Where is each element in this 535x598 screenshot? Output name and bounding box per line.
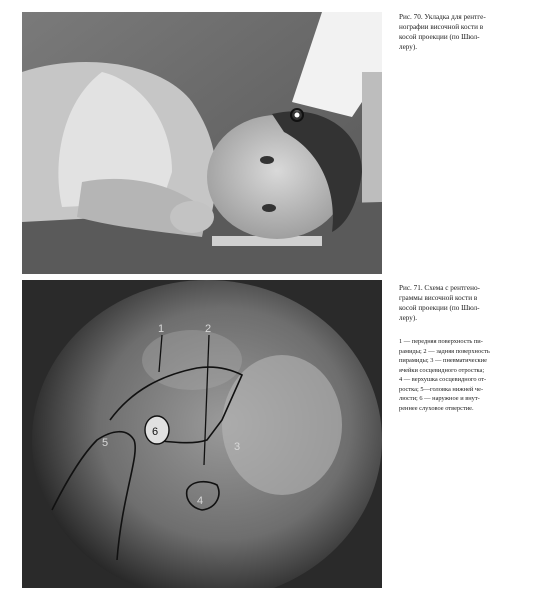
caption-line: косой проекции (по Шюл- — [399, 33, 480, 41]
legend-line: реннее слуховое отверстие. — [399, 404, 474, 412]
figure-71-legend — [399, 337, 527, 413]
legend-line: 4 — верхушка сосцевидного от- — [399, 376, 487, 383]
legend-line: ячейки сосцевидного отростка; — [399, 366, 485, 374]
label-4: 4 — [197, 495, 204, 507]
label-1: 1 — [158, 323, 165, 335]
caption-line: Рис. 71. Схема с рентгено- — [399, 284, 480, 292]
label-3: 3 — [234, 441, 241, 453]
caption-line: Рис. 70. Укладка для рентге- — [399, 13, 486, 21]
patient-positioning-photo — [22, 12, 382, 274]
xray-schematic — [22, 280, 382, 588]
caption-line: леру). — [399, 314, 418, 322]
legend-line: ростка; 5—головка нижней че- — [399, 385, 484, 393]
label-5: 5 — [102, 437, 109, 449]
legend-line: рамиды; 2 — задняя поверхность — [399, 347, 490, 355]
label-2: 2 — [205, 323, 212, 335]
figure-71-caption — [399, 283, 527, 323]
figure-71-xray — [22, 280, 382, 588]
figure-70-caption — [399, 12, 527, 52]
label-6: 6 — [152, 426, 159, 438]
legend-line: 1 — передняя поверхность пи- — [399, 338, 483, 345]
caption-line: нографии височной кости в — [399, 23, 484, 31]
caption-line: леру). — [399, 43, 418, 51]
legend-line: люсти; 6 — наружное и внут- — [399, 395, 480, 402]
caption-line: граммы височной кости в — [399, 294, 478, 302]
caption-line: косой проекции (по Шюл- — [399, 304, 480, 312]
legend-line: пирамиды; 3 — пневматические — [399, 357, 487, 364]
figure-70-photo — [22, 12, 382, 274]
